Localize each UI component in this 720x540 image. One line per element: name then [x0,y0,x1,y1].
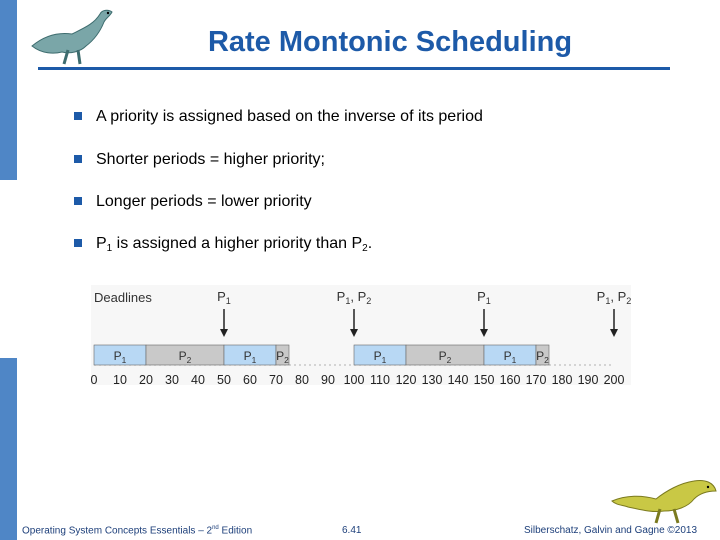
deadline-label-1: $P_1$, $P_2$ [336,289,372,306]
tick-label-10: 10 [113,373,127,385]
tick-label-60: 60 [243,373,257,385]
tick-label-120: 120 [395,373,417,385]
exec-block-label-1: $P_2$ [178,349,192,365]
tick-label-190: 190 [577,373,599,385]
bullet-marker [74,239,82,247]
bullet-text: Longer periods = lower priority [96,193,312,210]
deadline-arrow-head-3 [610,329,618,337]
bullet-4 [74,235,372,254]
exec-block-label-0: $P_1$ [113,349,127,365]
tick-label-70: 70 [269,373,283,385]
bullet-marker [74,155,82,163]
bullet-text-pre: P [96,235,107,252]
deadline-label-2: $P_1$ [477,289,491,306]
exec-block-label-6: $P_1$ [503,349,517,365]
bullet-sub-1: 1 [106,243,113,254]
tick-label-140: 140 [447,373,469,385]
exec-block-label-7: $P_2$ [536,349,549,365]
bullet-text: Shorter periods = higher priority; [96,151,325,168]
footer-copyright: Silberschatz, Galvin and Gagne ©2013 [524,525,698,536]
tick-label-110: 110 [370,373,390,385]
slide-title: Rate Montonic Scheduling [207,26,573,58]
exec-block-label-4: $P_1$ [373,349,387,365]
exec-block-label-5: $P_2$ [438,349,452,365]
bullet-sub-2: 2 [362,243,368,254]
footer-page-number: 6.41 [342,525,362,536]
bullet-text-mid: is assigned a higher priority than P [112,235,363,252]
tick-label-80: 80 [295,373,309,385]
bullet-text-post: . [367,235,373,252]
deadline-label-3: $P_1$, $P_2$ [596,289,631,306]
bullet-text: A priority is assigned based on the inverse of its period [96,108,483,125]
bullet-2 [74,151,325,169]
deadline-arrow-head-2 [480,329,488,337]
footer-book-pre: Operating System Concepts Essentials – 2 [22,525,213,537]
exec-block-label-3: $P_2$ [276,349,289,365]
bullet-1 [74,108,483,126]
tick-label-50: 50 [217,373,231,385]
tick-label-180: 180 [551,373,573,385]
deadline-arrow-head-1 [350,329,358,337]
tick-label-100: 100 [343,373,365,385]
dinosaur-corner-icon [608,465,720,525]
footer-book-sup: nd [212,525,219,531]
schedule-figure [91,285,631,385]
tick-label-200: 200 [603,373,625,385]
bullet-marker [74,197,82,205]
tick-label-30: 30 [165,373,179,385]
deadlines-label: Deadlines [94,290,152,305]
footer-book [22,525,252,536]
tick-label-20: 20 [139,373,153,385]
exec-block-label-2: $P_1$ [243,349,257,365]
tick-label-130: 130 [421,373,443,385]
bullet-marker [74,112,82,120]
tick-label-0: 0 [91,373,98,385]
bullet-3 [74,193,312,211]
title-underline [38,67,670,70]
tick-label-40: 40 [191,373,205,385]
tick-label-160: 160 [499,373,521,385]
footer-book-post: Edition [218,525,253,537]
tick-label-170: 170 [525,373,547,385]
deadline-label-0: $P_1$ [217,289,231,306]
deadline-arrow-head-0 [220,329,228,337]
tick-label-150: 150 [473,373,495,385]
left-accent-bar-bottom [0,358,17,540]
tick-label-90: 90 [321,373,335,385]
schedule-diagram [91,285,631,385]
